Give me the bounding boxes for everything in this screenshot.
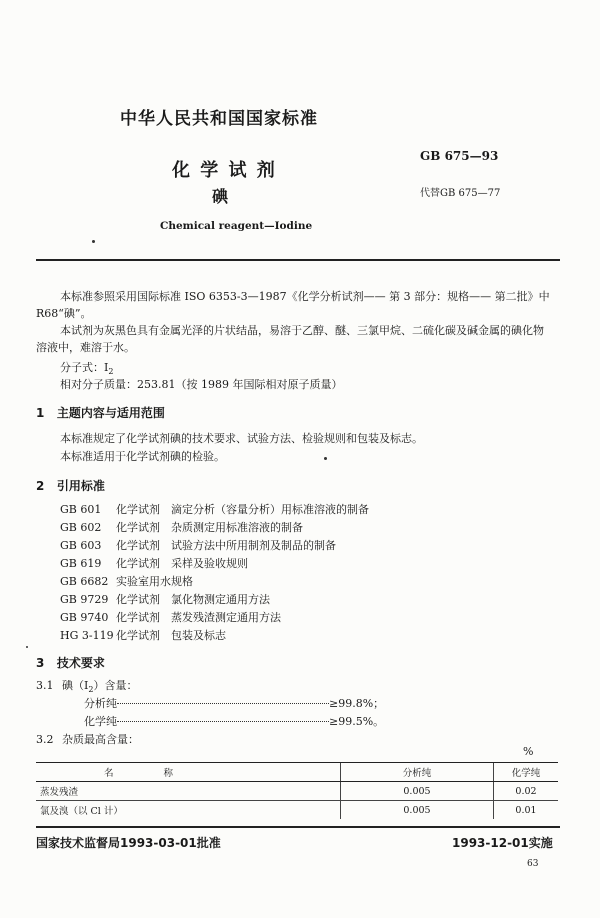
- table-row: [36, 801, 558, 820]
- assay-analytical-grade: 分析纯 ≥99.8%；: [84, 697, 385, 710]
- assay-chemical-grade: 化学纯 ≥99.5%。: [84, 715, 385, 728]
- cell: 0.005: [341, 782, 494, 801]
- replaces-note: 代替GB 675—77: [420, 188, 501, 199]
- scan-speck: [92, 240, 95, 243]
- impurity-table: [36, 762, 558, 819]
- effective-date: 1993-12-01实施: [452, 836, 553, 850]
- standard-number: GB 675—93: [420, 149, 499, 163]
- cell: 0.02: [494, 782, 559, 801]
- header-rule: [36, 259, 560, 261]
- header-chemical-grade: 化学纯: [494, 763, 559, 782]
- table-header-row: [36, 763, 558, 782]
- intro-paragraph-1-cont: R68“碘”。: [36, 307, 92, 320]
- scan-speck: [324, 457, 327, 460]
- section-1-paragraph-2: 本标准适用于化学试剂碘的检验。: [60, 450, 225, 463]
- intro-paragraph-2: 本试剂为灰黑色具有金属光泽的片状结晶，易溶于乙醇、醚、三氯甲烷、二硫化碳及碱金属的碘化物: [60, 324, 544, 337]
- section-3-heading: 3 技术要求: [36, 656, 105, 670]
- org-title: 中华人民共和国国家标准: [120, 109, 318, 129]
- reference-item: HG 3-119 化学试剂 包装及标志: [60, 629, 226, 642]
- unit-label: %: [523, 745, 534, 758]
- intro-paragraph-2-cont: 溶液中，难溶于水。: [36, 341, 135, 354]
- footer-rule: [36, 826, 560, 828]
- table-row: [36, 782, 558, 801]
- clause-3-1: 3.1 碘$(I_2)$含量：: [36, 679, 138, 695]
- reference-item: GB 602 化学试剂 杂质测定用标准溶液的制备: [60, 521, 303, 534]
- section-2-heading: 2 引用标准: [36, 479, 105, 493]
- header-name: 名称: [36, 763, 341, 782]
- cell: 0.005: [341, 801, 494, 820]
- cell: 蒸发残渣: [36, 782, 341, 801]
- section-1-heading: 1 主题内容与适用范围: [36, 406, 165, 420]
- clause-3-2: 3.2 杂质最高含量：: [36, 733, 139, 746]
- page-number: 63: [527, 859, 539, 869]
- cell: 氯及溴（以 Cl 计）: [40, 806, 123, 817]
- header-analytical-grade: 分析纯: [341, 763, 494, 782]
- doc-title: 化 学 试 剂: [172, 160, 277, 181]
- section-1-paragraph-1: 本标准规定了化学试剂碘的技术要求、试验方法、检验规则和包装及标志。: [60, 432, 423, 445]
- reference-item: GB 9729 化学试剂 氯化物测定通用方法: [60, 593, 270, 606]
- english-title: Chemical reagent—Iodine: [160, 220, 313, 232]
- reference-item: GB 6682 实验室用水规格: [60, 575, 193, 588]
- cell: 0.01: [494, 801, 559, 820]
- reference-item: GB 603 化学试剂 试验方法中所用制剂及制品的制备: [60, 539, 336, 552]
- approval-note: 国家技术监督局1993-03-01批准: [36, 836, 221, 850]
- reference-item: GB 619 化学试剂 采样及验收规则: [60, 557, 248, 570]
- molecular-formula: 分子式：$I_2$: [60, 361, 114, 377]
- molecular-mass: 相对分子质量：253.81（按 1989 年国际相对原子质量）: [60, 378, 343, 391]
- intro-paragraph-1: 本标准参照采用国际标准 ISO 6353-3—1987《化学分析试剂—— 第 3 部分：规格—— 第二批》中: [60, 290, 550, 303]
- doc-subtitle: 碘: [212, 187, 229, 206]
- reference-item: GB 601 化学试剂 滴定分析（容量分析）用标准溶液的制备: [60, 503, 369, 516]
- scan-speck: [26, 646, 28, 648]
- reference-item: GB 9740 化学试剂 蒸发残渣测定通用方法: [60, 611, 281, 624]
